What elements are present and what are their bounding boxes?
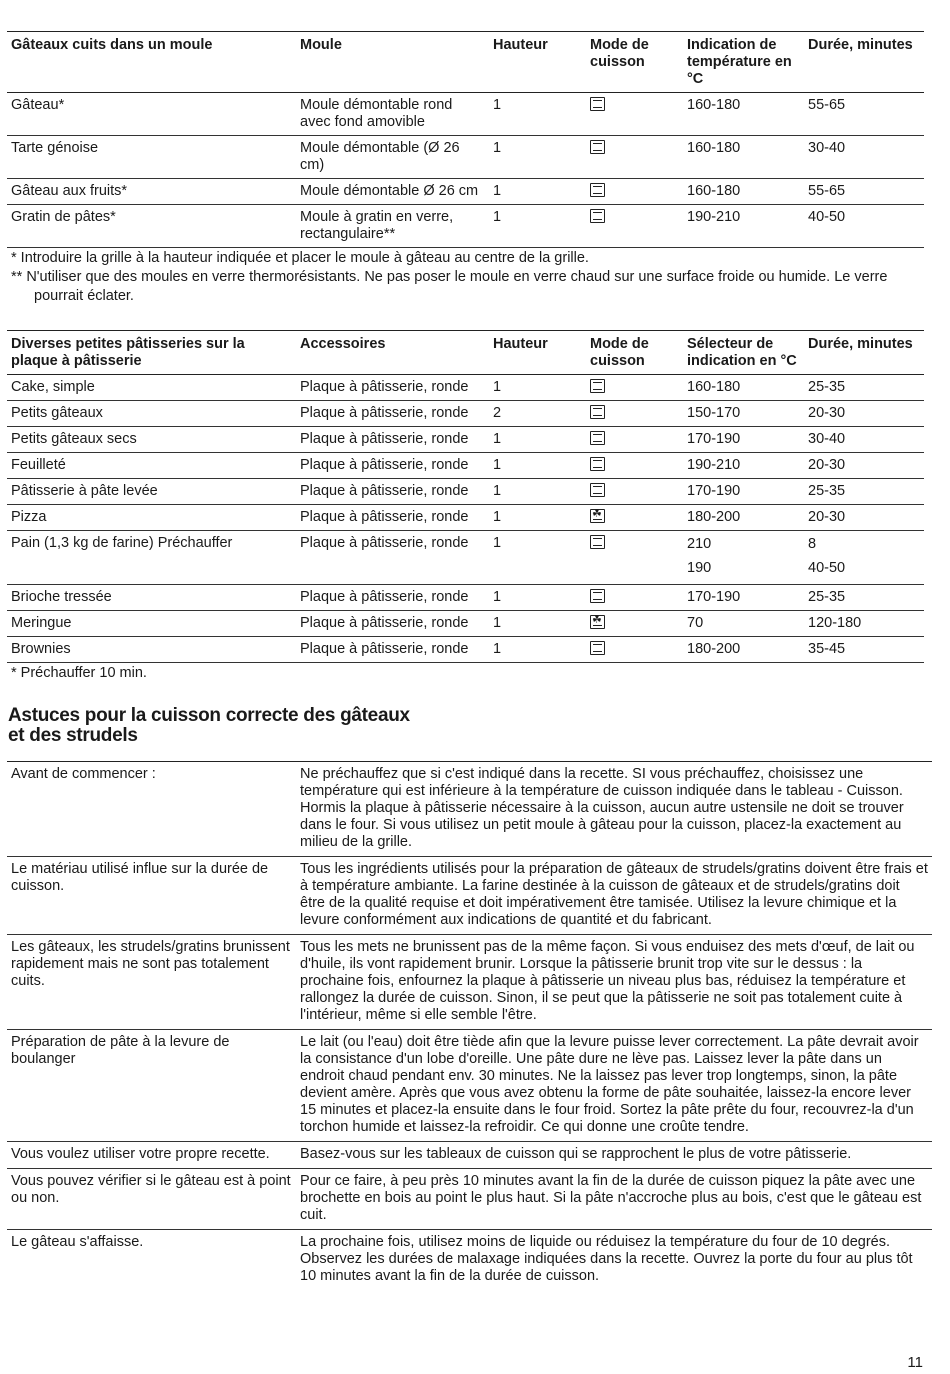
table-row (7, 136, 924, 179)
table-row (7, 401, 924, 427)
cake-mold-table (7, 31, 924, 248)
cell-temp: 180-200 (687, 641, 741, 657)
topbottom-heat-icon (590, 405, 605, 419)
cell-temp: 190-210 (687, 457, 741, 473)
cell-name: Gâteau aux fruits* (11, 183, 128, 199)
cell-mode (586, 401, 683, 427)
col-header-mode: Mode de cuisson (590, 37, 649, 70)
table-row (7, 479, 924, 505)
table-row (7, 611, 924, 637)
cell-mode (586, 205, 683, 248)
cell-level: 2 (493, 405, 502, 421)
cell-time (804, 531, 924, 585)
cell-accessory: Plaque à pâtisserie, ronde (300, 535, 469, 551)
cell-mold: Moule à gratin en verre, rectangulaire** (300, 209, 454, 242)
cell-level: 1 (493, 431, 502, 447)
col-header-temp: Indication de température en °C (687, 37, 792, 87)
tip-situation: Le gâteau s'affaisse. (11, 1234, 144, 1250)
tip-situation: Vous voulez utiliser votre propre recette. (11, 1146, 270, 1162)
table-row (7, 585, 924, 611)
cell-level: 1 (493, 97, 502, 113)
table-header-row (7, 331, 924, 375)
cell-level: 1 (493, 589, 502, 605)
cell-mode (586, 136, 683, 179)
cell-level: 1 (493, 535, 502, 551)
time-step-2: 40-50 (808, 560, 846, 576)
cell-level: 1 (493, 641, 502, 657)
tip-situation: Avant de commencer : (11, 766, 156, 782)
cell-name: Meringue (11, 615, 72, 631)
cell-accessory: Plaque à pâtisserie, ronde (300, 641, 469, 657)
cell-mode (586, 637, 683, 663)
time-step-1: 8 (808, 536, 817, 552)
cell-accessory: Plaque à pâtisserie, ronde (300, 509, 469, 525)
cell-level: 1 (493, 379, 502, 395)
tip-situation: Vous pouvez vérifier si le gâteau est à point ou non. (11, 1173, 291, 1206)
cell-accessory: Plaque à pâtisserie, ronde (300, 431, 469, 447)
cell-name: Petits gâteaux secs (11, 431, 137, 447)
tip-row (7, 1030, 932, 1142)
cell-accessory: Plaque à pâtisserie, ronde (300, 457, 469, 473)
topbottom-heat-icon (590, 589, 605, 603)
cell-temp: 70 (687, 615, 704, 631)
col-header-time: Durée, minutes (808, 336, 913, 352)
cell-level: 1 (493, 183, 502, 199)
table-row (7, 427, 924, 453)
cell-time: 25-35 (808, 379, 846, 395)
tip-advice: Tous les mets ne brunissent pas de la même façon. Si vous enduisez des mets d'œuf, de lait ou d'huile, ils vont rapidement brunir. Lorsque la pâtisserie brunit trop vite sur le dessus : la prochaine fois, enfournez la plaque à pâtisserie un niveau plus bas, réduisez la température et rallongez la durée de cuisson. Sinon, il se peut que la pâtisserie ne soit pas totalement cuite à l'intérieur, même si elle semble l'être. (300, 939, 915, 1023)
tip-row (7, 762, 932, 857)
cell-level: 1 (493, 209, 502, 225)
cell-temp: 160-180 (687, 183, 741, 199)
table-row (7, 531, 924, 585)
table-row (7, 637, 924, 663)
section-title (7, 706, 924, 746)
page-number: 11 (907, 1354, 923, 1371)
cell-time: 30-40 (808, 431, 846, 447)
cell-level: 1 (493, 509, 502, 525)
cell-temp (683, 531, 804, 585)
col-header-mold: Moule (300, 37, 342, 53)
cell-name: Petits gâteaux (11, 405, 103, 421)
cell-name: Gratin de pâtes* (11, 209, 116, 225)
table-row (7, 179, 924, 205)
page (7, 31, 928, 1290)
topbottom-heat-icon (590, 457, 605, 471)
cell-mode (586, 427, 683, 453)
cell-time: 20-30 (808, 509, 846, 525)
temp-step-2: 190 (687, 560, 712, 576)
cell-time: 20-30 (808, 457, 846, 473)
col-header-temp: Sélecteur de indication en °C (687, 336, 797, 369)
fan-bottom-heat-icon (590, 509, 605, 523)
temp-step-1: 210 (687, 536, 712, 552)
cell-mold: Moule démontable rond avec fond amovible (300, 97, 453, 130)
section-title-line-2: et des strudels (8, 725, 138, 746)
tip-row (7, 1230, 932, 1291)
topbottom-heat-icon (590, 535, 605, 549)
cell-name: Brownies (11, 641, 71, 657)
cell-time: 20-30 (808, 405, 846, 421)
cell-temp: 170-190 (687, 483, 741, 499)
cell-time: 40-50 (808, 209, 846, 225)
cell-temp: 160-180 (687, 97, 741, 113)
cell-temp: 160-180 (687, 140, 741, 156)
cell-temp: 170-190 (687, 431, 741, 447)
col-header-level: Hauteur (493, 336, 548, 352)
tip-situation: Les gâteaux, les strudels/gratins brunissent rapidement mais ne sont pas totalement cuits. (11, 939, 290, 989)
col-header-level: Hauteur (493, 37, 548, 53)
cell-mold: Moule démontable Ø 26 cm (300, 183, 479, 199)
cell-mode (586, 453, 683, 479)
topbottom-heat-icon (590, 140, 605, 154)
tip-advice: Basez-vous sur les tableaux de cuisson qui se rapprochent le plus de votre pâtisserie. (300, 1146, 852, 1162)
cell-name: Pain (1,3 kg de farine) Préchauffer (11, 535, 233, 551)
cell-name: Feuilleté (11, 457, 66, 473)
topbottom-heat-icon (590, 483, 605, 497)
cell-accessory: Plaque à pâtisserie, ronde (300, 589, 469, 605)
cell-time: 25-35 (808, 483, 846, 499)
cell-mode (586, 585, 683, 611)
cell-name: Pâtisserie à pâte levée (11, 483, 158, 499)
col-header-accessories: Accessoires (300, 336, 386, 352)
cell-accessory: Plaque à pâtisserie, ronde (300, 483, 469, 499)
tip-row (7, 1142, 932, 1169)
cell-level: 1 (493, 457, 502, 473)
tip-row (7, 935, 932, 1030)
section-title-line-1: Astuces pour la cuisson correcte des gâteaux (8, 705, 410, 726)
col-header-time: Durée, minutes (808, 37, 913, 53)
cell-mode (586, 505, 683, 531)
cell-name: Pizza (11, 509, 47, 525)
cell-mold: Moule démontable (Ø 26 cm) (300, 140, 460, 173)
cell-level: 1 (493, 483, 502, 499)
tip-situation: Le matériau utilisé influe sur la durée de cuisson. (11, 861, 269, 894)
cell-name: Cake, simple (11, 379, 95, 395)
cell-time: 55-65 (808, 183, 846, 199)
cell-temp: 170-190 (687, 589, 741, 605)
tip-situation: Préparation de pâte à la levure de boulanger (11, 1034, 230, 1067)
cell-temp: 190-210 (687, 209, 741, 225)
cell-name: Gâteau* (11, 97, 65, 113)
cell-temp: 150-170 (687, 405, 741, 421)
table-row (7, 375, 924, 401)
topbottom-heat-icon (590, 431, 605, 445)
table-row (7, 205, 924, 248)
cell-mode (586, 531, 683, 585)
cell-accessory: Plaque à pâtisserie, ronde (300, 405, 469, 421)
tip-advice: Tous les ingrédients utilisés pour la préparation de gâteaux de strudels/gratins doivent être frais et à température ambiante. La farine destinée à la cuisson de gâteaux et de strudels/gratins doit être de la qualité requise et doit impérativement être tamisée. Utilisez la levure chimique et la levure conformément aux indications de quantité et du fabricant. (300, 861, 928, 928)
cell-temp: 180-200 (687, 509, 741, 525)
cell-time: 55-65 (808, 97, 846, 113)
table-row (7, 93, 924, 136)
cell-mode (586, 479, 683, 505)
table-row (7, 505, 924, 531)
topbottom-heat-icon (590, 209, 605, 223)
cell-time: 35-45 (808, 641, 846, 657)
pastry-tray-table (7, 330, 924, 663)
tip-advice: La prochaine fois, utilisez moins de liquide ou réduisez la température du four de 10 degrés. Observez les durées de malaxage indiquées dans la recette. Ouvrez la porte du four au plus tôt 10 minutes avant la fin de la durée de cuisson. (300, 1234, 913, 1284)
table-row (7, 453, 924, 479)
cell-accessory: Plaque à pâtisserie, ronde (300, 379, 469, 395)
tips-table (7, 761, 932, 1290)
cell-level: 1 (493, 615, 502, 631)
cell-temp: 160-180 (687, 379, 741, 395)
col-header-cake: Gâteaux cuits dans un moule (11, 37, 213, 53)
footnote: ** N'utiliser que des moules en verre thermorésistants. Ne pas poser le moule en verre chaud sur une surface froide ou humide. Le verre pourrait éclater. (11, 269, 888, 304)
topbottom-heat-icon (590, 641, 605, 655)
fan-bottom-heat-icon (590, 615, 605, 629)
table1-footnotes (7, 249, 924, 306)
cell-time: 25-35 (808, 589, 846, 605)
topbottom-heat-icon (590, 183, 605, 197)
cell-time: 30-40 (808, 140, 846, 156)
cell-accessory: Plaque à pâtisserie, ronde (300, 615, 469, 631)
tip-row (7, 857, 932, 935)
cell-mode (586, 179, 683, 205)
tip-advice: Ne préchauffez que si c'est indiqué dans la recette. SI vous préchauffez, choisissez une température qui est inférieure à la température de cuisson indiquée dans le tableau - Cuisson. Hormis la plaque à pâtisserie nécessaire à la cuisson, aucun autre ustensile ne doit se trouver dans le four. Si vous utilisez un petit moule à gâteau pour la cuisson, placez-la exactement au milieu de la grille. (300, 766, 904, 850)
tip-advice: Le lait (ou l'eau) doit être tiède afin que la levure puisse lever correctement. La pâte devrait avoir la consistance d'un lobe d'oreille. Une pâte dure ne lève pas. Laissez lever la pâte dans un endroit chaud pendant env. 30 minutes. Ne la laissez pas lever trop longtemps, sinon, la pâte devient amère. Après que vous avez obtenu la forme de pâte souhaitée, laissez-la encore lever 15 minutes et placez-la ensuite dans le four froid. Sortez la pâte prête du four, recouvrez-la d'un torchon humide et laissez-la refroidir. Ce qui donne une croûte tendre. (300, 1034, 919, 1135)
cell-mode (586, 375, 683, 401)
cell-time: 120-180 (808, 615, 862, 631)
tip-row (7, 1169, 932, 1230)
tip-advice: Pour ce faire, à peu près 10 minutes avant la fin de la durée de cuisson piquez la pâte avec une brochette en bois au point le plus haut. Si la pâte n'accroche plus au bois, c'est que le gâteau est cuit. (300, 1173, 922, 1223)
col-header-mode: Mode de cuisson (590, 336, 649, 369)
cell-mode (586, 93, 683, 136)
cell-level: 1 (493, 140, 502, 156)
cell-name: Tarte génoise (11, 140, 99, 156)
footnote: * Introduire la grille à la hauteur indiquée et placer le moule à gâteau au centre de la grille. (11, 250, 589, 266)
cell-mode (586, 611, 683, 637)
topbottom-heat-icon (590, 379, 605, 393)
topbottom-heat-icon (590, 97, 605, 111)
table-header-row (7, 32, 924, 93)
col-header-pastry: Diverses petites pâtisseries sur la plaque à pâtisserie (11, 336, 245, 369)
footnote: * Préchauffer 10 min. (11, 665, 147, 681)
cell-name: Brioche tressée (11, 589, 112, 605)
